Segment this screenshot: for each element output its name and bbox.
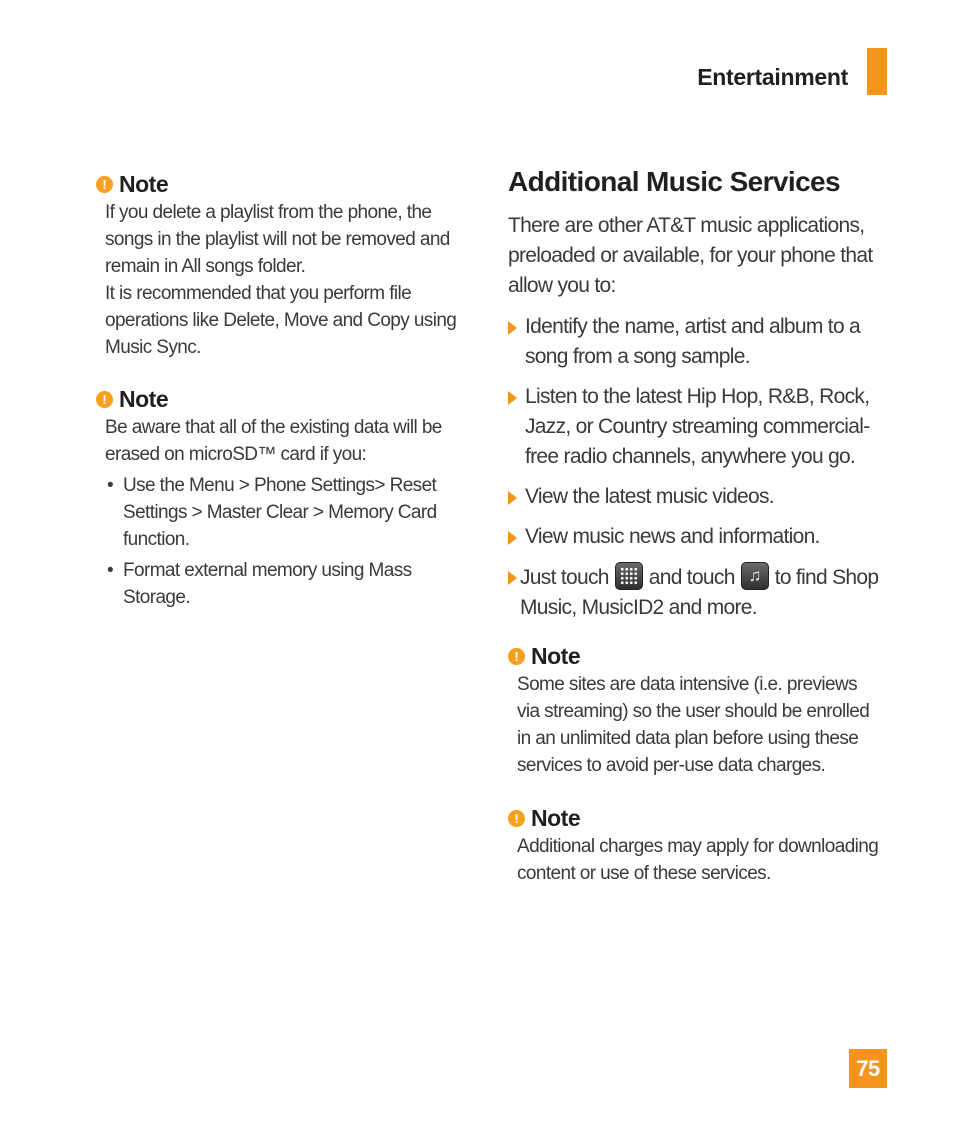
applications-grid-icon bbox=[615, 562, 643, 590]
list-item bbox=[508, 312, 870, 372]
note-title: Note bbox=[119, 170, 169, 197]
note-title: Note bbox=[119, 385, 169, 412]
touch-text-3: to find Shop Music, MusicID2 and more. bbox=[520, 566, 879, 619]
note-body: Additional charges may apply for downloading content or use of these services. bbox=[517, 836, 879, 884]
exclamation-icon: ! bbox=[96, 391, 113, 408]
list-item-text: View the latest music videos. bbox=[525, 485, 774, 508]
section-title: Entertainment bbox=[697, 64, 848, 90]
touch-text-1: Just touch bbox=[520, 566, 609, 589]
note-body: Some sites are data intensive (i.e. previews via streaming) so the user should be enrolled in an unlimited data plan before using these services to avoid per-use data charges. bbox=[517, 674, 870, 776]
note-intro: Be aware that all of the existing data will be erased on microSD™ card if you: bbox=[105, 417, 442, 465]
touch-text-2: and touch bbox=[648, 566, 735, 589]
exclamation-icon: ! bbox=[508, 810, 525, 827]
list-item-touch bbox=[508, 562, 898, 623]
note-title: Note bbox=[531, 642, 581, 669]
list-item-text: Listen to the latest Hip Hop, R&B, Rock, Jazz, or Country streaming commercial-free radio channels, anywhere you go. bbox=[525, 385, 870, 468]
note-paragraph: It is recommended that you perform file operations like Delete, Move and Copy using Music Sync. bbox=[105, 283, 457, 358]
note-paragraph: If you delete a playlist from the phone, the songs in the playlist will not be removed and remain in All songs folder. bbox=[105, 202, 450, 277]
page-heading: Additional Music Services bbox=[508, 166, 840, 197]
intro-paragraph: There are other AT&T music applications, preloaded or available, for your phone that allow you to: bbox=[508, 214, 873, 297]
note-body bbox=[96, 414, 476, 611]
exclamation-icon: ! bbox=[508, 648, 525, 665]
note-charges bbox=[508, 805, 893, 887]
note-playlist bbox=[96, 171, 466, 361]
note-title: Note bbox=[531, 804, 581, 831]
arrow-bullet-icon bbox=[508, 491, 517, 505]
note-body bbox=[96, 199, 466, 361]
note-header bbox=[96, 171, 466, 197]
arrow-bullet-icon bbox=[508, 391, 517, 405]
list-item-text: View music news and information. bbox=[525, 525, 820, 548]
list-item bbox=[508, 522, 908, 552]
arrow-bullet-icon bbox=[508, 321, 517, 335]
arrow-bullet-icon bbox=[508, 571, 517, 585]
note-microsd bbox=[96, 386, 476, 615]
feature-list bbox=[508, 312, 908, 633]
arrow-bullet-icon bbox=[508, 531, 517, 545]
exclamation-icon: ! bbox=[96, 176, 113, 193]
section-tab-marker bbox=[867, 48, 887, 95]
list-item-text: Identify the name, artist and album to a song from a song sample. bbox=[525, 315, 861, 368]
list-item bbox=[508, 482, 908, 512]
music-app-icon bbox=[741, 562, 769, 590]
bullet-list bbox=[105, 472, 476, 611]
list-item bbox=[508, 382, 897, 472]
note-header bbox=[508, 643, 893, 669]
note-header bbox=[508, 805, 893, 831]
list-item: • Use the Menu > Phone Settings> Reset Settings > Master Clear > Memory Card function. bbox=[105, 472, 443, 553]
note-data-plan bbox=[508, 643, 893, 779]
note-header bbox=[96, 386, 476, 412]
list-item: • Format external memory using Mass Storage. bbox=[105, 557, 476, 611]
grid-dots bbox=[620, 567, 638, 585]
page-number: 75 bbox=[849, 1049, 887, 1088]
music-note-icon: ♫ bbox=[748, 566, 761, 585]
